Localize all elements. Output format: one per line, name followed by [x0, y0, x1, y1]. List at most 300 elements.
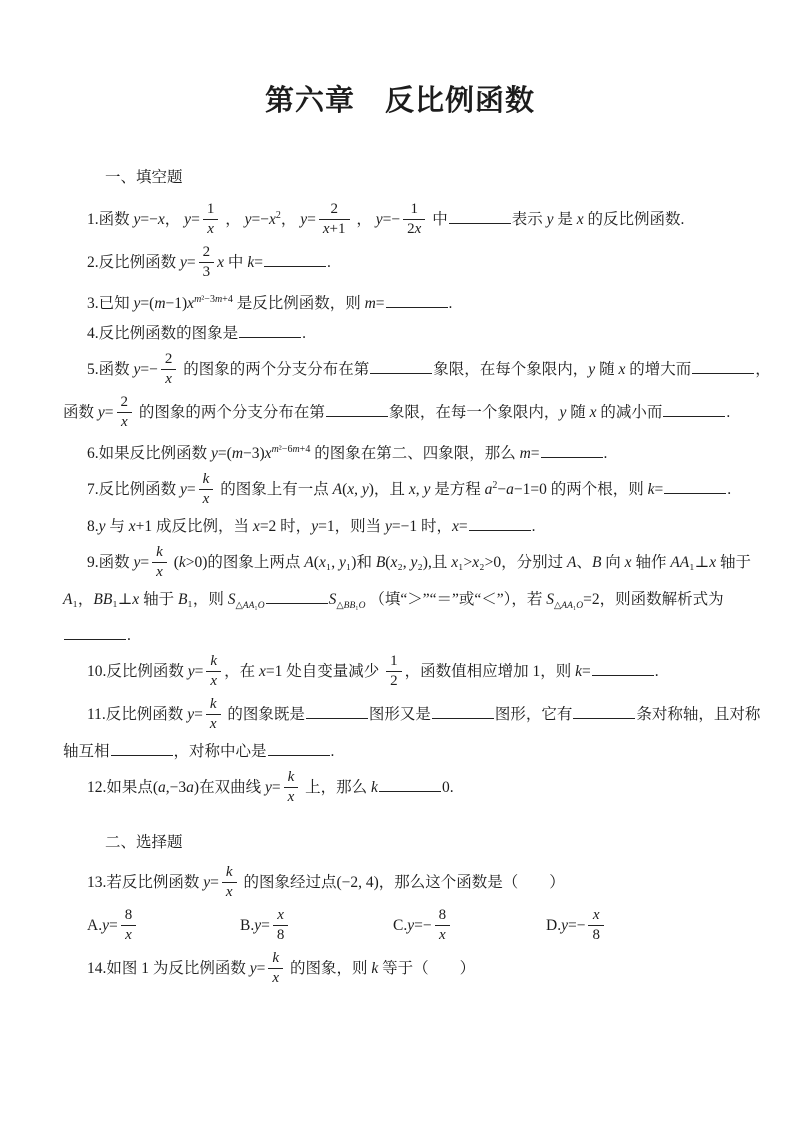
text: =( — [217, 445, 232, 462]
text: )，且 — [368, 481, 409, 499]
math-variable: y — [180, 481, 187, 499]
text: ₁，则 — [187, 591, 228, 608]
text: ， — [352, 211, 376, 229]
text: ₂, — [397, 554, 411, 572]
math-variable: y — [254, 917, 262, 935]
text: . — [727, 481, 732, 499]
text: 2.反比例函数 — [87, 254, 181, 272]
fraction-denominator: 2x — [407, 221, 422, 237]
text: 的图象上有一点 — [216, 481, 333, 499]
text: 7.反比例函数 — [87, 481, 181, 499]
math-variable: k — [178, 554, 186, 572]
fraction-numerator: k — [199, 470, 214, 490]
text: ₁> — [458, 554, 473, 572]
answer-blank — [266, 589, 328, 604]
text: = — [261, 917, 270, 935]
text: 的反比例函数. — [583, 211, 685, 229]
text: 的图象，则 — [286, 960, 372, 978]
fraction — [435, 906, 451, 945]
math-variable: y — [588, 361, 596, 379]
fraction-numerator: x — [588, 906, 604, 926]
fraction — [284, 768, 299, 807]
math-variable: y — [184, 211, 192, 229]
question-8 — [63, 514, 737, 540]
question-11-line-1 — [63, 696, 761, 735]
text: = — [307, 211, 316, 229]
text: 象限，在每个象限内， — [433, 361, 589, 379]
text: >0)的图象上两点 — [185, 554, 305, 572]
text: A. — [87, 917, 103, 935]
text: ， — [280, 211, 301, 229]
math-variable: y — [187, 706, 195, 724]
math-variable: S — [546, 591, 554, 608]
text: 象限，在每一个象限内， — [388, 404, 560, 422]
text: . — [330, 743, 335, 760]
math-variable: A — [63, 591, 73, 608]
fraction-numerator: k — [206, 695, 221, 715]
question-6 — [63, 437, 737, 467]
answer-blank — [64, 625, 126, 640]
question-3 — [63, 287, 737, 317]
math-variable: m — [519, 445, 531, 462]
math-variable: a — [506, 481, 514, 499]
fraction-numerator: 8 — [435, 906, 451, 926]
section-multiple-choice-header — [63, 830, 737, 856]
answer-blank — [268, 741, 330, 756]
math-variable: y — [423, 481, 431, 499]
text: =− — [140, 361, 158, 379]
text: = — [140, 554, 150, 572]
math-variable: k — [371, 960, 379, 978]
text: . — [326, 254, 331, 272]
math-variable: A — [304, 554, 314, 572]
math-variable: y — [546, 211, 554, 229]
fraction-numerator: k — [152, 543, 167, 563]
answer-blank — [469, 516, 531, 531]
fraction — [161, 350, 177, 389]
math-variable: y — [244, 211, 252, 229]
math-variable: y — [264, 779, 272, 797]
text: 轴互相 — [63, 743, 110, 760]
text: ₂>0，分别过 — [479, 554, 567, 572]
math-variable: BB — [93, 591, 113, 608]
fraction-denominator: 2 — [390, 673, 398, 689]
text: = — [254, 254, 263, 272]
math-variable: S — [227, 591, 236, 608]
text: 向 — [601, 554, 625, 572]
fraction-denominator: x+1 — [322, 221, 346, 237]
text: = — [654, 481, 664, 499]
math-variable: y — [410, 554, 418, 572]
text: ₁)和 — [345, 554, 376, 572]
answer-blank — [664, 479, 726, 494]
section-fill-blanks-header — [63, 165, 737, 191]
text: 表示 — [511, 211, 547, 229]
text: = — [108, 917, 118, 935]
question-9-line-3 — [63, 623, 737, 649]
text: 是反比例函数，则 — [232, 295, 365, 312]
text: 0. — [441, 779, 454, 797]
fraction-denominator: x — [125, 927, 132, 943]
text: ₁⊥ — [112, 591, 133, 608]
question-13 — [63, 864, 737, 903]
fraction-denominator: x — [287, 789, 295, 805]
text: ₁， — [72, 591, 94, 608]
math-variable: y — [249, 960, 257, 978]
math-variable: x — [217, 254, 225, 272]
question-5-line-2 — [63, 394, 737, 433]
math-variable: B — [375, 554, 386, 572]
text: ( — [313, 554, 319, 572]
answer-blank — [432, 704, 494, 719]
math-variable: y — [311, 518, 319, 535]
math-variable: k — [247, 254, 255, 272]
text: =− — [567, 917, 586, 935]
fraction-denominator: x — [272, 970, 280, 986]
math-variable: k — [575, 663, 583, 681]
text: 的图象经过点(−2, 4)，那么这个函数是（ ） — [239, 874, 565, 892]
math-variable: y — [561, 917, 568, 935]
fraction-denominator: 8 — [276, 927, 285, 943]
choice-option — [240, 907, 393, 946]
text: 二、选择题 — [105, 834, 183, 851]
choice-option — [546, 907, 699, 946]
math-variable: x — [252, 518, 260, 535]
text: = — [582, 663, 591, 681]
text: 的图象在第二、四象限，那么 — [310, 445, 520, 462]
answer-blank — [306, 704, 368, 719]
text: , — [354, 481, 362, 499]
text: 轴作 — [631, 554, 671, 572]
text: . — [603, 445, 608, 462]
text: 14.如图 1 为反比例函数 — [87, 960, 250, 978]
answer-blank — [541, 443, 603, 458]
fraction-numerator: k — [284, 768, 299, 788]
fraction — [273, 906, 289, 945]
text: ( — [385, 554, 391, 572]
fraction-numerator: k — [206, 652, 221, 672]
math-variable: y — [203, 874, 211, 892]
text: 中 — [224, 254, 248, 272]
fraction — [588, 906, 604, 945]
math-variable: x — [408, 481, 416, 499]
math-variable: x — [451, 518, 459, 535]
math-variable: x — [187, 295, 195, 312]
question-2 — [63, 244, 737, 283]
text: 是 — [553, 211, 577, 229]
question-9-line-1 — [63, 544, 752, 583]
text: 8. — [87, 518, 99, 535]
text: = — [104, 404, 114, 422]
fraction — [152, 543, 167, 582]
math-variable: x — [157, 211, 165, 229]
answer-blank — [379, 777, 441, 792]
text: = — [186, 254, 196, 272]
text: =2，则函数解析式为 — [583, 591, 724, 608]
text: ， — [164, 211, 185, 229]
text: 的增大而 — [625, 361, 692, 379]
text: 3.已知 — [87, 295, 134, 312]
text: C. — [393, 917, 408, 935]
text: , — [415, 481, 424, 499]
text: 的图象的两个分支分布在第 — [179, 361, 370, 379]
answer-blank — [326, 402, 388, 417]
question-5-line-1 — [63, 351, 771, 390]
question-12 — [63, 769, 737, 808]
math-variable: x — [258, 663, 266, 681]
fraction-numerator: 2 — [319, 200, 350, 220]
text: 13.若反比例函数 — [87, 874, 204, 892]
text: = — [530, 445, 540, 462]
text: 、 — [576, 554, 592, 572]
fraction — [206, 652, 221, 691]
math-variable: x — [268, 211, 276, 229]
fraction — [386, 652, 402, 691]
text: 1.函数 — [87, 211, 134, 229]
answer-blank — [386, 293, 448, 308]
answer-blank — [239, 323, 301, 338]
text: =− — [414, 917, 432, 935]
choice-option — [87, 907, 240, 946]
fraction-denominator: x — [210, 673, 218, 689]
text: =− — [140, 211, 158, 229]
math-variable: S — [328, 591, 337, 608]
question-1 — [63, 201, 737, 240]
math-variable: y — [338, 554, 346, 572]
text: 图形，它有 — [494, 706, 573, 724]
math-variable: y — [97, 404, 105, 422]
fraction — [199, 470, 214, 509]
math-variable: x — [132, 591, 140, 608]
question-9-line-2 — [63, 587, 737, 619]
text: . — [448, 295, 453, 312]
math-variable: A — [566, 554, 577, 572]
fraction — [268, 949, 283, 988]
fraction-denominator: x — [209, 716, 217, 732]
math-variable: y — [133, 361, 141, 379]
text: = — [256, 960, 266, 978]
text: . — [726, 404, 731, 422]
fraction-numerator: 2 — [117, 393, 133, 413]
answer-blank — [111, 741, 173, 756]
text: 11.反比例函数 — [87, 706, 188, 724]
text: =− — [251, 211, 269, 229]
fraction-denominator: x — [156, 564, 163, 580]
math-variable: a — [158, 779, 166, 797]
text: 9.函数 — [87, 554, 134, 572]
answer-blank — [264, 252, 326, 267]
text: 条对称轴，且对称 — [636, 706, 761, 724]
fraction-denominator: x — [120, 414, 128, 430]
fraction-numerator: x — [273, 906, 289, 926]
math-variable: m — [364, 295, 376, 312]
fraction-numerator: 1 — [203, 200, 219, 220]
math-variable: y — [102, 917, 109, 935]
text: ， — [221, 211, 245, 229]
fraction-numerator: 1 — [386, 652, 402, 672]
text: = — [210, 874, 219, 892]
text: −1) — [165, 295, 188, 312]
math-variable: y — [98, 518, 106, 535]
answer-blank — [573, 704, 635, 719]
math-variable: x — [390, 554, 398, 572]
answer-blank — [449, 209, 511, 224]
text: ₁⊥ — [689, 554, 710, 572]
answer-blank — [663, 402, 725, 417]
text: +1 成反比例，当 — [135, 518, 253, 535]
question-14 — [63, 950, 737, 989]
text: 随 — [595, 361, 619, 379]
math-variable: y — [133, 295, 141, 312]
math-variable: y — [407, 917, 415, 935]
text: = — [458, 518, 468, 535]
math-variable: y — [559, 404, 567, 422]
text: 6.如果反比例函数 — [87, 445, 212, 462]
fraction — [117, 393, 133, 432]
fraction — [319, 200, 350, 239]
math-variable: x — [618, 361, 626, 379]
text: 随 — [566, 404, 590, 422]
fraction-denominator: x — [202, 491, 210, 507]
text: =1 处自变量减少 — [265, 663, 384, 681]
question-7 — [63, 471, 737, 510]
worksheet-body — [63, 165, 771, 989]
math-variable: y — [375, 211, 383, 229]
text: =2 时， — [259, 518, 312, 535]
superscript: 2 — [492, 480, 498, 492]
fraction-numerator: k — [222, 863, 237, 883]
text: 轴于 — [716, 554, 752, 572]
text: 是方程 — [430, 481, 485, 499]
text: ， — [755, 361, 771, 379]
question-11-line-2 — [63, 739, 737, 765]
text: =− — [382, 211, 401, 229]
superscript: m²−3m+4 — [194, 294, 233, 305]
fraction-denominator: 3 — [202, 264, 211, 280]
text: −1=0 的两个根，则 — [513, 481, 648, 499]
math-variable: AA — [670, 554, 690, 572]
text: 轴于 — [139, 591, 178, 608]
fraction — [206, 695, 221, 734]
text: ，在 — [224, 663, 259, 681]
text: 的减小而 — [596, 404, 663, 422]
math-variable: k — [647, 481, 655, 499]
text: −3) — [243, 445, 265, 462]
text: 一、填空题 — [105, 169, 183, 186]
math-variable: x — [451, 554, 459, 572]
text: =−1 时， — [391, 518, 452, 535]
fraction-denominator: x — [207, 221, 214, 237]
math-variable: a — [186, 779, 194, 797]
fraction-denominator: 8 — [592, 927, 600, 943]
question-10 — [63, 653, 737, 692]
text: D. — [546, 917, 562, 935]
text: 4.反比例函数的图象是 — [87, 325, 239, 342]
text: = — [271, 779, 281, 797]
fraction — [222, 863, 237, 902]
text: ₁, — [325, 554, 339, 572]
text: ，对称中心是 — [173, 743, 267, 760]
math-variable: y — [180, 254, 187, 272]
text: = — [194, 663, 204, 681]
answer-blank — [592, 661, 654, 676]
text: ( — [169, 554, 179, 572]
fraction-denominator: x — [439, 927, 446, 943]
math-variable: x — [347, 481, 355, 499]
math-variable: y — [300, 211, 308, 229]
text: . — [302, 325, 307, 342]
math-variable: x — [264, 445, 272, 462]
text: ₂),且 — [417, 554, 452, 572]
math-variable: x — [589, 404, 597, 422]
text: 函数 — [63, 404, 98, 422]
fraction-numerator: 1 — [403, 200, 425, 220]
fraction-numerator: k — [268, 949, 283, 969]
math-variable: y — [361, 481, 369, 499]
math-variable: a — [484, 481, 493, 499]
math-variable: x — [624, 554, 632, 572]
text: )在双曲线 — [193, 779, 265, 797]
math-variable: x — [576, 211, 584, 229]
math-variable: y — [133, 211, 141, 229]
text: 10.反比例函数 — [87, 663, 188, 681]
text: = — [375, 295, 385, 312]
text: . — [654, 663, 659, 681]
text: =1，则当 — [318, 518, 385, 535]
text: 的图象的两个分支分布在第 — [135, 404, 325, 422]
text: ( — [342, 481, 348, 499]
fraction-numerator: 8 — [121, 906, 137, 926]
question-4 — [63, 321, 737, 347]
fraction — [199, 243, 215, 282]
fraction — [203, 200, 219, 239]
answer-blank — [692, 359, 754, 374]
text: . — [127, 627, 131, 644]
math-variable: y — [187, 663, 195, 681]
math-variable: m — [154, 295, 166, 312]
text: − — [497, 481, 507, 499]
text: B. — [240, 917, 255, 935]
text: 与 — [105, 518, 129, 535]
subscript: △BB₁O — [336, 601, 366, 611]
math-variable: x — [128, 518, 136, 535]
text: = — [191, 211, 200, 229]
text: 中 — [428, 211, 448, 229]
subscript: △AA₁O — [553, 601, 584, 611]
fraction-numerator: 2 — [161, 350, 177, 370]
text: 12.如果点( — [87, 779, 159, 797]
math-variable: x — [472, 554, 480, 572]
fraction — [403, 200, 425, 239]
text: 上，那么 — [301, 779, 372, 797]
fraction-denominator: x — [165, 371, 172, 387]
text: 5.函数 — [87, 361, 134, 379]
answer-blank — [370, 359, 432, 374]
choice-option — [393, 907, 546, 946]
math-variable: y — [133, 554, 141, 572]
text: 图形又是 — [368, 706, 431, 724]
math-variable: m — [231, 445, 244, 462]
math-variable: y — [384, 518, 392, 535]
fraction-denominator: x — [225, 884, 233, 900]
text: . — [531, 518, 536, 535]
superscript: m²−6m+4 — [271, 444, 311, 455]
fraction-numerator: 2 — [199, 243, 215, 263]
text: （填“＞”“＝”或“＜”），若 — [365, 591, 547, 608]
math-variable: B — [177, 591, 188, 608]
math-variable: A — [332, 481, 343, 499]
text: =( — [140, 295, 155, 312]
